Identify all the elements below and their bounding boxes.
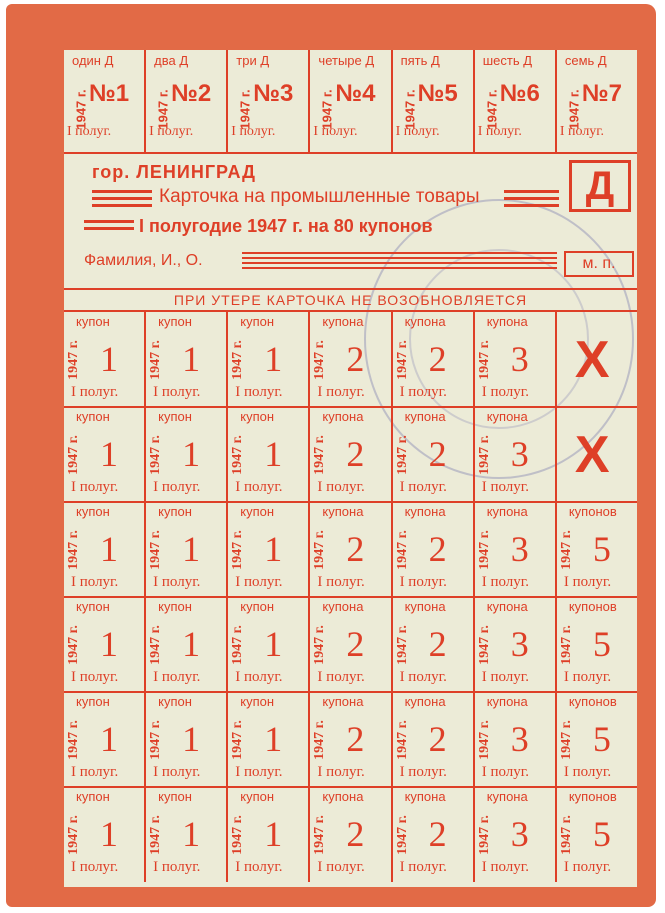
top-coupon-label: три Д [236,53,270,68]
coupon-year: 1947 г. [230,340,246,380]
coupon [557,787,637,882]
top-coupon-half: I полуг. [559,124,604,139]
card-title: Карточка на промышленные товары [159,186,480,207]
coupon-label: купона [404,599,446,614]
coupon-half: I полуг. [153,574,201,590]
coupon-year: 1947 г. [476,530,492,570]
coupon-year: 1947 г. [148,815,164,855]
top-coupon-number: №1 [89,80,130,107]
coupon-value: 1 [182,434,201,474]
coupon-year: 1947 г. [65,530,81,570]
coupon-value: 2 [428,529,447,569]
card-period: I полугодие 1947 г. на 80 купонов [139,216,433,236]
coupon-value: 1 [182,719,201,759]
coupon-value: 2 [346,624,365,664]
coupon-half: I полуг. [235,669,283,685]
coupon-half: I полуг. [235,574,283,590]
coupon-label: купон [158,314,192,329]
coupon-label: купона [486,599,528,614]
coupon-value: 1 [100,814,118,854]
top-coupon-year: 1947 г. [237,89,253,130]
coupon-label: купона [322,409,364,424]
coupon-half: I полуг. [399,384,447,400]
coupon-half: I полуг. [317,859,365,875]
coupon-value: 2 [346,719,365,759]
coupon-label: купон [76,409,110,424]
top-coupon-number: №2 [171,80,212,107]
coupon [64,787,146,882]
coupon [557,692,637,787]
coupon-half: I полуг. [71,669,119,685]
coupon-label: купон [158,789,192,804]
coupon-half: I полуг. [399,859,447,875]
coupon-value: 1 [100,529,118,569]
coupon-year: 1947 г. [476,625,492,665]
coupon-label: купон [240,599,275,614]
coupon-label: купон [240,504,275,519]
coupon-value: 3 [510,814,529,854]
coupon [146,312,228,407]
coupon-value: 1 [264,434,283,474]
coupon [310,407,392,502]
coupon-half: I полуг. [563,764,612,780]
coupon-value: 3 [510,529,529,569]
coupon-half: I полуг. [563,669,612,685]
city-label: гор. ЛЕНИНГРАД [92,162,256,182]
coupon-year: 1947 г. [558,530,574,570]
coupon-year: 1947 г. [558,625,574,665]
coupon-year: 1947 г. [394,435,410,475]
top-coupon [228,50,310,154]
coupon-label: купон [158,409,192,424]
coupon-value: 2 [346,339,365,379]
coupon-value: 2 [346,814,365,854]
coupon-half: I полуг. [481,859,529,875]
coupon [393,692,475,787]
coupon-half: I полуг. [317,669,365,685]
top-coupon [64,50,146,154]
top-coupon [310,50,392,154]
coupon-year: 1947 г. [476,815,492,855]
top-coupon [393,50,475,154]
coupon-half: I полуг. [235,479,283,495]
coupon [228,597,310,692]
coupon-value: 1 [264,624,283,664]
top-coupon-year: 1947 г. [484,89,500,130]
coupon-year: 1947 г. [230,435,246,475]
coupon [64,407,146,502]
coupon-half: I полуг. [235,859,283,875]
coupon-value: 1 [100,719,118,759]
coupon-year: 1947 г. [394,815,410,855]
coupon-value: 1 [264,719,283,759]
coupon-year: 1947 г. [312,625,328,665]
coupon [475,692,557,787]
coupon [228,692,310,787]
seal-place-box: м. п. [564,251,634,277]
coupon-value: 1 [100,434,118,474]
coupon [228,787,310,882]
coupon [393,787,475,882]
coupon-label: купон [158,599,192,614]
coupon-half: I полуг. [235,764,283,780]
coupon-year: 1947 г. [312,340,328,380]
coupon [146,787,228,882]
ration-card [6,4,656,907]
coupon-year: 1947 г. [476,340,492,380]
top-coupon-half: I полуг. [149,124,194,139]
coupon [228,502,310,597]
coupon-value: 1 [100,624,118,664]
coupon-half: I полуг. [563,859,612,875]
coupon-label: купона [322,599,364,614]
coupon-label: купон [76,694,110,709]
top-coupon-half: I полуг. [395,124,440,139]
coupon-row [64,597,637,692]
card-header [64,154,637,288]
coupon [64,692,146,787]
top-coupon-label: один Д [72,53,114,68]
coupon-label: купон [76,314,110,329]
top-coupon [146,50,228,154]
coupon-label: купонов [568,789,617,804]
coupon-year: 1947 г. [148,530,164,570]
coupon [146,502,228,597]
coupon-label: купона [322,694,364,709]
cancel-mark: X [574,331,610,389]
coupon-value: 1 [100,339,118,379]
coupon-label: купона [322,789,364,804]
coupon [475,597,557,692]
coupon-value: 2 [428,624,447,664]
coupon-year: 1947 г. [312,720,328,760]
top-coupon [475,50,557,154]
coupon-year: 1947 г. [558,720,574,760]
coupon-half: I полуг. [399,574,447,590]
coupon-label: купона [486,314,528,329]
top-coupon-number: №5 [417,80,458,107]
top-coupon-row [64,50,637,154]
coupon-half: I полуг. [71,764,119,780]
coupon-half: I полуг. [153,479,201,495]
coupon-half: I полуг. [71,384,119,400]
top-coupon-number: №4 [335,80,376,107]
coupon-year: 1947 г. [148,435,164,475]
coupon-label: купонов [568,694,617,709]
top-coupon-number: №6 [499,80,540,107]
coupon-half: I полуг. [481,574,529,590]
coupon-value: 3 [510,624,529,664]
coupon-year: 1947 г. [65,720,81,760]
coupon-half: I полуг. [71,574,119,590]
coupon-half: I полуг. [481,479,529,495]
coupon-value: 3 [510,339,529,379]
coupon-label: купона [404,314,446,329]
coupon-value: 2 [428,434,447,474]
coupon-year: 1947 г. [65,340,81,380]
coupon-value: 5 [592,624,611,664]
coupon-year: 1947 г. [230,530,246,570]
coupon-value: 3 [510,434,529,474]
coupon [64,597,146,692]
top-coupon-year: 1947 г. [566,89,582,130]
cancelled-coupon [557,312,637,407]
coupon-label: купон [240,409,275,424]
coupon-value: 1 [264,339,283,379]
coupon-label: купона [486,409,528,424]
coupon-half: I полуг. [153,384,201,400]
coupon-year: 1947 г. [230,815,246,855]
decor-stripes-left-2 [84,220,134,234]
coupon-year: 1947 г. [65,625,81,665]
coupon-label: купонов [568,504,617,519]
coupon [475,787,557,882]
coupon-half: I полуг. [481,384,529,400]
coupon-half: I полуг. [71,859,119,875]
coupon [228,312,310,407]
coupon-year: 1947 г. [312,530,328,570]
coupon-half: I полуг. [399,669,447,685]
coupon-value: 1 [264,529,283,569]
coupon-year: 1947 г. [394,720,410,760]
coupon-year: 1947 г. [394,625,410,665]
top-coupon-half: I полуг. [67,124,112,139]
coupon-label: купон [240,314,275,329]
coupon [310,787,392,882]
coupon-label: купона [404,694,446,709]
coupon-year: 1947 г. [476,720,492,760]
coupon-row [64,692,637,787]
coupon [557,597,637,692]
coupon-half: I полуг. [563,574,612,590]
coupon-value: 1 [182,339,201,379]
coupon-label: купона [404,409,446,424]
coupon-label: купона [486,694,528,709]
coupon-half: I полуг. [71,479,119,495]
coupon-half: I полуг. [399,764,447,780]
top-coupon-half: I полуг. [231,124,276,139]
coupon-label: купона [322,504,364,519]
coupon-label: купон [158,694,192,709]
top-coupon-half: I полуг. [477,124,522,139]
top-coupon-year: 1947 г. [73,89,89,130]
coupon-year: 1947 г. [230,625,246,665]
decor-stripes-left [92,190,152,211]
coupon-year: 1947 г. [476,435,492,475]
coupon-half: I полуг. [481,764,529,780]
coupon [393,312,475,407]
coupon [475,407,557,502]
coupon [228,407,310,502]
coupon [393,502,475,597]
top-coupon-label: пять Д [400,53,440,68]
coupon-year: 1947 г. [230,720,246,760]
coupon-label: купонов [568,599,617,614]
coupon [475,312,557,407]
coupon-row [64,787,637,882]
decor-stripes-right [504,190,559,211]
coupon-year: 1947 г. [558,815,574,855]
coupon-year: 1947 г. [65,435,81,475]
cancelled-coupon [557,407,637,502]
coupon-year: 1947 г. [65,815,81,855]
coupon [393,407,475,502]
coupon-year: 1947 г. [312,815,328,855]
category-badge: Д [569,160,631,212]
coupon-label: купона [404,789,446,804]
coupon-value: 1 [182,529,201,569]
coupon-label: купон [240,789,275,804]
coupon-value: 2 [428,339,447,379]
name-field-lines [242,252,557,272]
top-coupon-label: семь Д [564,53,607,68]
top-coupon-number: №7 [581,80,622,107]
coupon-value: 3 [510,719,529,759]
card-paper [64,50,637,887]
coupon-year: 1947 г. [312,435,328,475]
cancel-mark: X [574,426,610,484]
coupon-half: I полуг. [317,384,365,400]
coupon-half: I полуг. [153,669,201,685]
coupon [557,502,637,597]
coupon [64,502,146,597]
coupon-row [64,502,637,597]
coupon-year: 1947 г. [394,340,410,380]
coupon-value: 5 [592,529,611,569]
coupon-value: 2 [428,719,447,759]
coupon-year: 1947 г. [148,720,164,760]
coupon-value: 2 [428,814,447,854]
coupon-row [64,407,637,502]
coupon-half: I полуг. [235,384,283,400]
coupon-value: 5 [592,814,611,854]
coupon [64,312,146,407]
coupon [310,597,392,692]
coupon-half: I полуг. [317,764,365,780]
coupon-half: I полуг. [153,859,201,875]
coupon-half: I полуг. [399,479,447,495]
coupon [310,312,392,407]
coupon-row [64,312,637,407]
name-field-label: Фамилия, И., О. [84,252,203,269]
coupon-label: купон [76,504,110,519]
coupon-half: I полуг. [317,479,365,495]
coupon-value: 1 [264,814,283,854]
coupon-value: 1 [182,814,201,854]
coupon-value: 5 [592,719,611,759]
coupon-label: купона [486,504,528,519]
top-coupon-number: №3 [253,80,294,107]
coupon-year: 1947 г. [394,530,410,570]
coupon-label: купон [158,504,192,519]
top-coupon-year: 1947 г. [155,89,171,130]
coupon-half: I полуг. [481,669,529,685]
coupon-label: купон [76,599,110,614]
coupon-value: 2 [346,434,365,474]
coupon [146,407,228,502]
coupon-value: 1 [182,624,201,664]
coupon-half: I полуг. [317,574,365,590]
coupon-label: купон [76,789,110,804]
coupon-value: 2 [346,529,365,569]
top-coupon [557,50,637,154]
coupon [310,502,392,597]
top-coupon-label: два Д [154,53,189,68]
top-coupon-label: шесть Д [482,53,533,68]
coupon-label: купона [404,504,446,519]
coupon-label: купон [240,694,275,709]
coupon-label: купона [322,314,364,329]
coupon-year: 1947 г. [148,340,164,380]
coupon [146,692,228,787]
coupon [146,597,228,692]
coupon-half: I полуг. [153,764,201,780]
top-coupon-half: I полуг. [313,124,358,139]
coupon [393,597,475,692]
top-coupon-year: 1947 г. [320,89,336,130]
loss-warning: ПРИ УТЕРЕ КАРТОЧКА НЕ ВОЗОБНОВЛЯЕТСЯ [173,292,528,308]
coupon-label: купона [486,789,528,804]
top-coupon-label: четыре Д [318,53,375,68]
top-coupon-year: 1947 г. [402,89,418,130]
coupon-year: 1947 г. [148,625,164,665]
coupon [475,502,557,597]
coupon [310,692,392,787]
